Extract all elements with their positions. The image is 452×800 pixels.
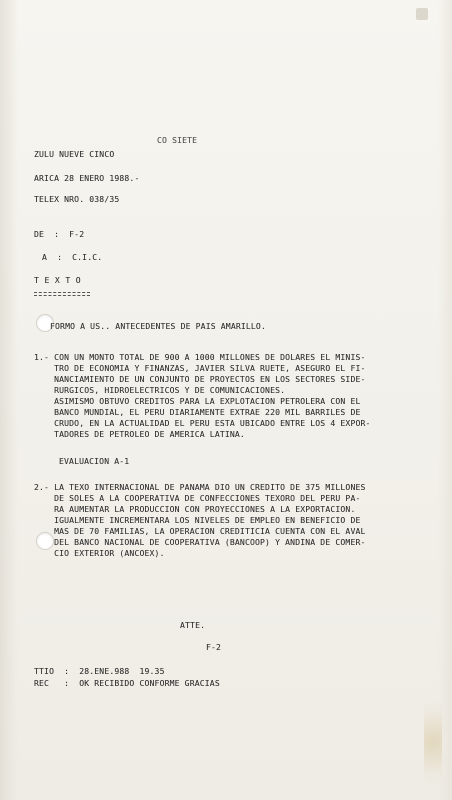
item1-line: RURGICOS, HIDROELECTRICOS Y DE COMUNICACIONES. xyxy=(34,385,286,395)
paper-right-edge xyxy=(438,0,452,800)
document-title: ZULU NUEVE CINCO xyxy=(34,149,115,159)
ttio-line: TTIO : 28.ENE.988 19.35 xyxy=(34,666,165,676)
item2-line: DEL BANCO NACIONAL DE COOPERATIVA (BANCOOP) Y ANDINA DE COMER- xyxy=(34,537,366,547)
item1-line: TADORES DE PETROLEO DE AMERICA LATINA. xyxy=(34,429,245,439)
item1-line: ASIMISMO OBTUVO CREDITOS PARA LA EXPLOTACION PETROLERA CON EL xyxy=(34,396,361,406)
telex-number: TELEX NRO. 038/35 xyxy=(34,194,120,204)
item2-line: CIO EXTERIOR (ANCOEX). xyxy=(34,548,165,558)
item1-line: 1.- CON UN MONTO TOTAL DE 900 A 1000 MILLONES DE DOLARES EL MINIS- xyxy=(34,352,366,362)
texto-underline xyxy=(34,292,90,296)
evaluation-line: EVALUACION A-1 xyxy=(59,456,130,466)
intro-line: FORMO A US.. ANTECEDENTES DE PAIS AMARILLO. xyxy=(50,321,266,331)
sender-line: DE : F-2 xyxy=(34,229,85,239)
item2-line: DE SOLES A LA COOPERATIVA DE CONFECCIONES TEXORO DEL PERU PA- xyxy=(34,493,361,503)
corner-mark xyxy=(416,8,428,20)
texto-label: T E X T O xyxy=(34,275,82,285)
paper-left-edge xyxy=(0,0,18,800)
document-header: CO SIETE xyxy=(157,135,198,145)
item2-line: RA AUMENTAR LA PRODUCCION CON PROYECCIONES A LA EXPORTACION. xyxy=(34,504,356,514)
paper-stain xyxy=(424,700,442,785)
item1-line: CRUDO, EN LA ACTUALIDAD EL PERU ESTA UBICADO ENTRE LOS 4 EXPOR- xyxy=(34,418,371,428)
item1-line: NANCIAMIENTO DE UN CONJUNTO DE PROYECTOS EN LOS SECTORES SIDE- xyxy=(34,374,366,384)
item2-line: IGUALMENTE INCREMENTARA LOS NIVELES DE EMPLEO EN BENEFICIO DE xyxy=(34,515,361,525)
item1-line: TRO DE ECONOMIA Y FINANZAS, JAVIER SILVA RUETE, ASEGURO EL FI- xyxy=(34,363,366,373)
recipient-line: A : C.I.C. xyxy=(42,252,103,262)
item1-line: BANCO MUNDIAL, EL PERU DIARIAMENTE EXTRAE 220 MIL BARRILES DE xyxy=(34,407,361,417)
rec-line: REC : OK RECIBIDO CONFORME GRACIAS xyxy=(34,678,220,688)
document-date: ARICA 28 ENERO 1988.- xyxy=(34,173,140,183)
signature-line: F-2 xyxy=(206,642,222,652)
item2-line: MAS DE 70 FAMILIAS, LA OPERACION CREDITICIA CUENTA CON EL AVAL xyxy=(34,526,366,536)
closing-line: ATTE. xyxy=(180,620,206,630)
item2-line: 2.- LA TEXO INTERNACIONAL DE PANAMA DIO UN CREDITO DE 375 MILLONES xyxy=(34,482,366,492)
